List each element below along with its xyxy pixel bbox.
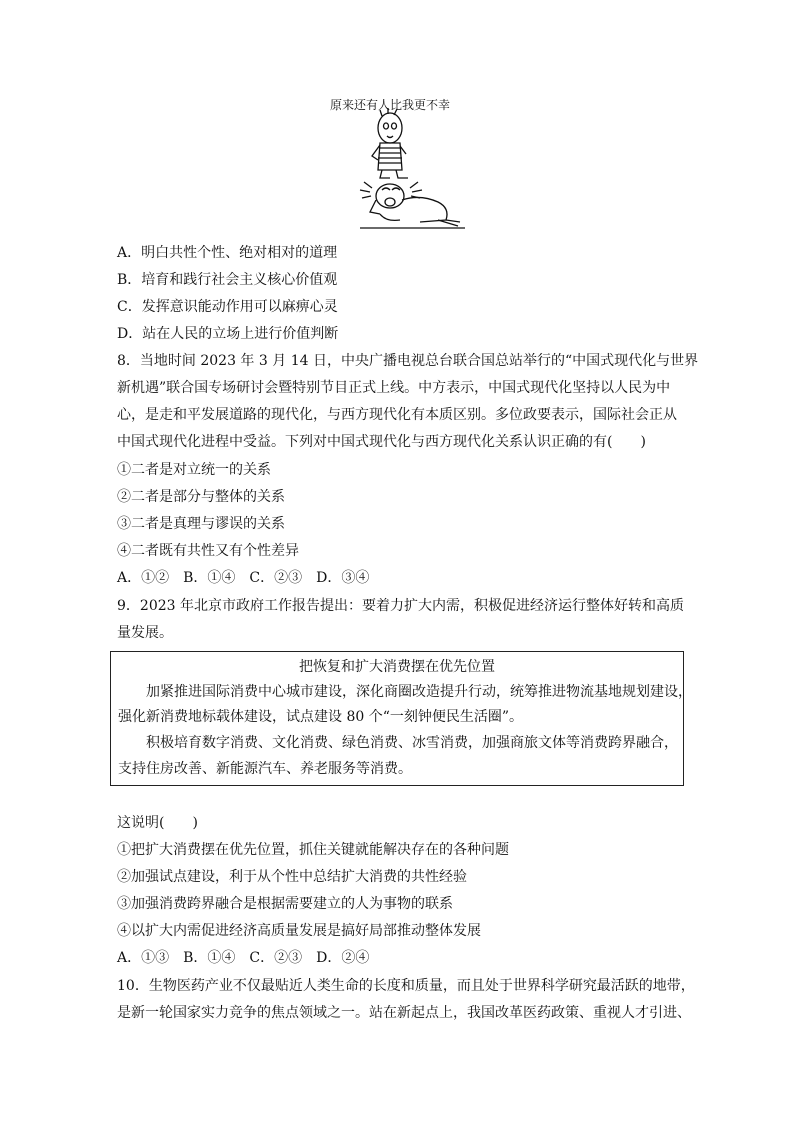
q7-option-d: D．站在人民的立场上进行价值判断	[117, 326, 339, 342]
q9-box-line: 积极培育数字消费、文化消费、绿色消费、冰雪消费，加强商旅文体等消费跨界融合，	[118, 735, 678, 751]
q9-box-title: 把恢复和扩大消费摆在优先位置	[299, 659, 495, 675]
q9-item-1: ①把扩大消费摆在优先位置，抓住关键就能解决存在的各种问题	[117, 842, 509, 858]
q9-stem-line: 9．2023 年北京市政府工作报告提出：要着力扩大内需，积极促进经济运行整体好转和高质	[117, 598, 684, 614]
q9-box-line: 强化新消费地标载体建设，试点建设 80 个“一刻钟便民生活圈”。	[118, 709, 524, 725]
q8-item-2: ②二者是部分与整体的关系	[117, 489, 285, 505]
cartoon-caption: 原来还有人比我更不幸	[330, 98, 451, 112]
q7-option-c: C．发挥意识能动作用可以麻痹心灵	[117, 299, 338, 315]
q9-item-4: ④以扩大内需促进经济高质量发展是搞好局部推动整体发展	[117, 923, 481, 939]
q9-item-2: ②加强试点建设，利于从个性中总结扩大消费的共性经验	[117, 869, 467, 885]
q9-item-3: ③加强消费跨界融合是根据需要建立的人为事物的联系	[117, 896, 453, 912]
q8-item-1: ①二者是对立统一的关系	[117, 462, 271, 478]
q10-stem-line: 10．生物医药产业不仅最贴近人类生命的长度和质量，而且处于世界科学研究最活跃的地带，	[117, 978, 695, 994]
q9-options: A．①③ B．①④ C．②③ D．②④	[117, 950, 370, 966]
q8-stem-line: 中国式现代化进程中受益。下列对中国式现代化与西方现代化关系认识正确的有( )	[117, 434, 646, 450]
q8-options: A．①② B．①④ C．②③ D．③④	[117, 570, 370, 586]
q7-option-a: A．明白共性个性、绝对相对的道理	[117, 245, 338, 261]
q8-stem-line: 8．当地时间 2023 年 3 月 14 日，中央广播电视总台联合国总站举行的“中国式现代化与世界	[117, 353, 699, 369]
q10-stem-line: 是新一轮国家实力竞争的焦点领域之一。站在新起点上，我国改革医药政策、重视人才引进、	[117, 1005, 691, 1021]
q8-stem-line: 心，是走和平发展道路的现代化，与西方现代化有本质区别。多位政要表示，国际社会正从	[117, 407, 677, 423]
q8-item-4: ④二者既有共性又有个性差异	[117, 543, 299, 559]
q8-stem-line: 新机遇”联合国专场研讨会暨特别节目正式上线。中方表示，中国式现代化坚持以人民为中	[117, 380, 671, 396]
q9-material-box	[110, 651, 692, 786]
q9-stem-line: 量发展。	[117, 625, 173, 641]
q9-prompt: 这说明( )	[117, 815, 198, 831]
q9-box-line: 加紧推进国际消费中心城市建设，深化商圈改造提升行动，统筹推进物流基地规划建设，	[118, 684, 692, 700]
q7-option-b: B．培育和践行社会主义核心价值观	[117, 272, 338, 288]
q9-box-line: 支持住房改善、新能源汽车、养老服务等消费。	[118, 761, 412, 777]
q8-item-3: ③二者是真理与谬误的关系	[117, 516, 285, 532]
